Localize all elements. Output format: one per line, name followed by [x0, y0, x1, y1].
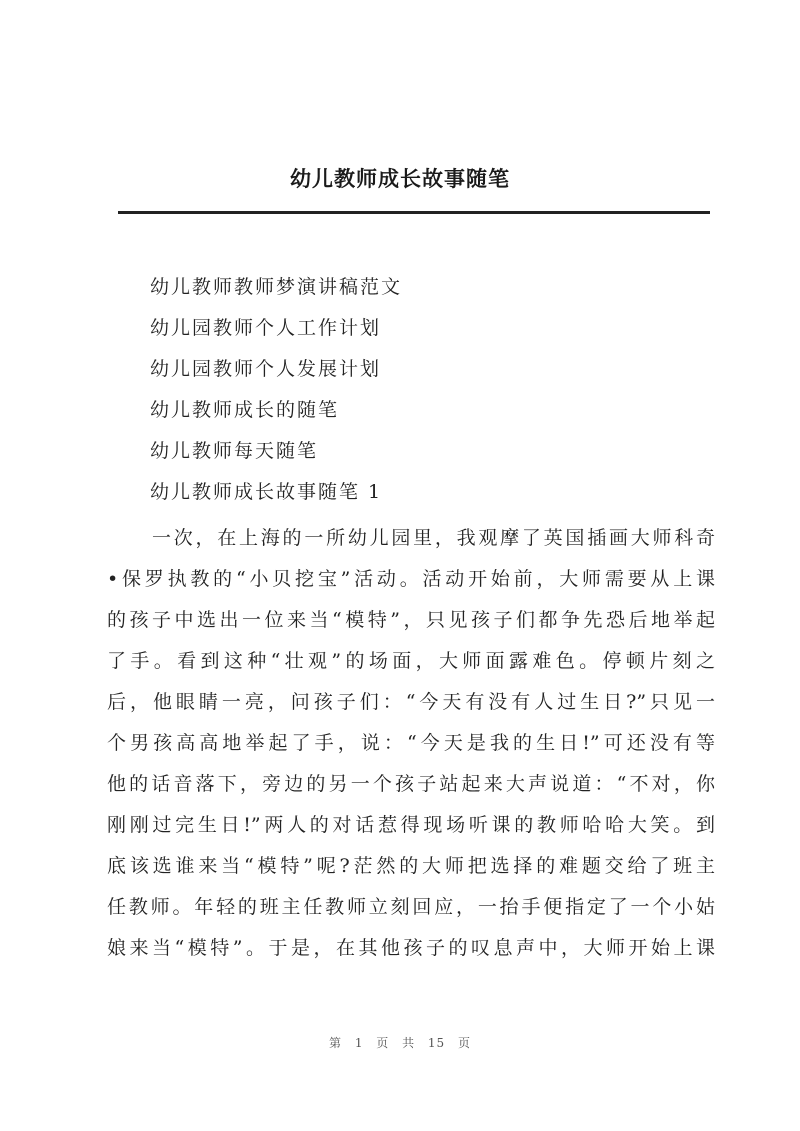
toc-list: [150, 272, 402, 518]
toc-item: 幼儿教师成长的随笔: [150, 399, 340, 421]
text-line: 刚刚过完生日!”两人的对话惹得现场听课的教师哈哈大笑。到: [107, 814, 715, 836]
toc-item: 幼儿教师成长故事随笔 1: [150, 481, 383, 503]
page-footer: 第 1 页 共 15 页: [329, 1036, 471, 1050]
text-line: 他的话音落下，旁边的另一个孩子站起来大声说道：“不对，你: [107, 773, 715, 795]
text-line: 个男孩高高地举起了手，说：“今天是我的生日!”可还没有等: [107, 732, 715, 754]
text-line: 后，他眼睛一亮，问孩子们：“今天有没有人过生日?”只见一: [107, 691, 715, 713]
text-line: 娘来当“模特”。于是，在其他孩子的叹息声中，大师开始上课: [107, 937, 715, 959]
text-line: 了手。看到这种“壮观”的场面，大师面露难色。停顿片刻之: [107, 650, 715, 672]
toc-item: 幼儿园教师个人工作计划: [150, 317, 382, 339]
text-line: 任教师。年轻的班主任教师立刻回应，一抬手便指定了一个小姑: [107, 896, 715, 918]
page-title: 幼儿教师成长故事随笔: [290, 167, 510, 191]
toc-item: 幼儿园教师个人发展计划: [150, 358, 382, 380]
text-line: 的孩子中选出一位来当“模特”，只见孩子们都争先恐后地举起: [107, 609, 715, 631]
toc-item: 幼儿教师教师梦演讲稿范文: [150, 276, 403, 298]
text-line: 一次，在上海的一所幼儿园里，我观摩了英国插画大师科奇: [152, 527, 715, 549]
text-line: 底该选谁来当“模特”呢?茫然的大师把选择的难题交给了班主: [107, 855, 715, 877]
text-line: •保罗执教的“小贝挖宝”活动。活动开始前，大师需要从上课: [107, 568, 715, 590]
title-divider: [118, 211, 710, 214]
body-paragraph: [107, 523, 715, 974]
toc-item: 幼儿教师每天随笔: [150, 440, 319, 462]
